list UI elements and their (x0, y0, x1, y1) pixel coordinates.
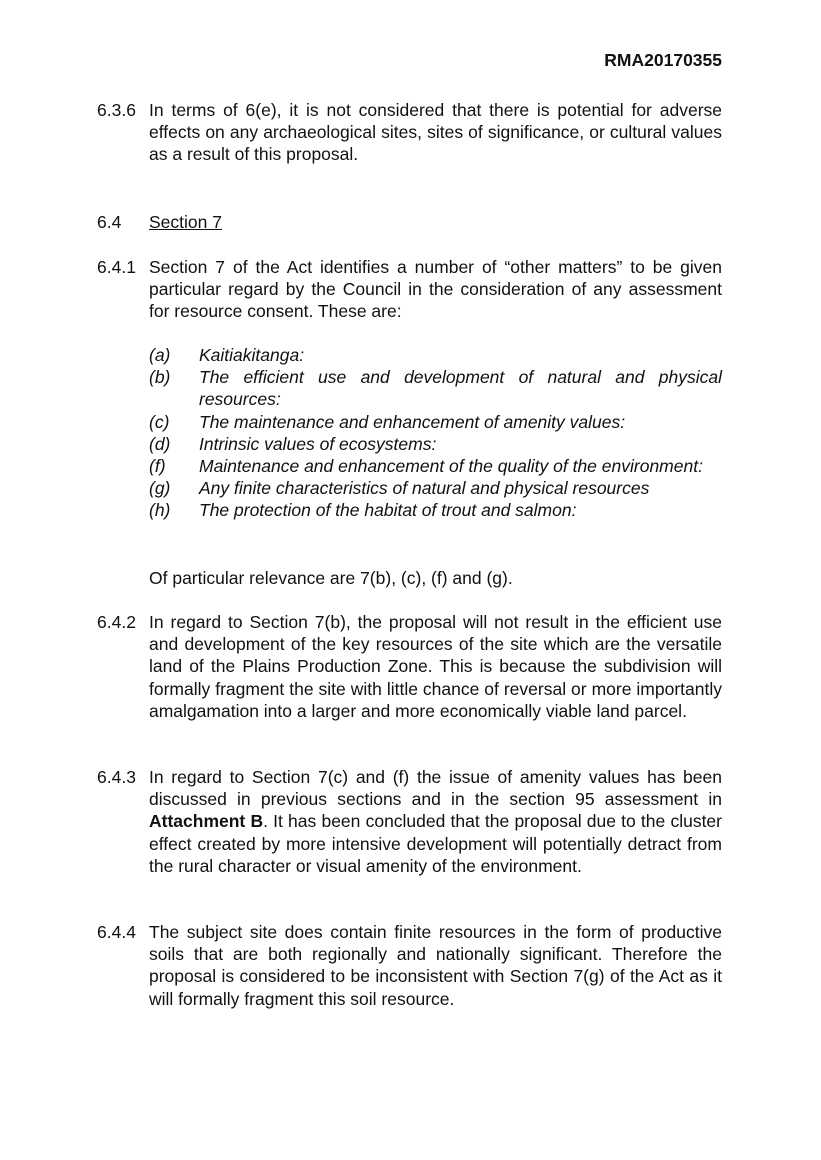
list-item (149, 455, 722, 477)
list-item-text: Any finite characteristics of natural and physical resources (199, 478, 650, 499)
paragraph-number: 6.4.3 (97, 767, 136, 787)
list-item (149, 477, 722, 499)
paragraph-text-part: In regard to Section 7(c) and (f) the issue of amenity values has been discussed in previous sections and in the section 95 assessment in (149, 767, 722, 810)
paragraph-text: In terms of 6(e), it is not considered that there is potential for adverse effects on any archaeological sites, sites of significance, or cultural values as a result of this proposal. (149, 100, 722, 165)
paragraph-text-part: . It has been concluded that the proposal due to the cluster effect created by more intensive development will potentially detract from the rural character or visual amenity of the environment. (149, 811, 722, 876)
list-marker: (c) (149, 411, 170, 432)
list-item (149, 433, 722, 455)
paragraph-number: 6.4.2 (97, 612, 136, 632)
list-marker: (f) (149, 456, 166, 477)
paragraph-text (149, 766, 722, 877)
list-item-text: The protection of the habitat of trout and salmon: (199, 500, 577, 521)
list-item-text: Kaitiakitanga: (199, 345, 305, 365)
list-item-text: The maintenance and enhancement of amenity values: (199, 411, 626, 432)
relevance-statement: Of particular relevance are 7(b), (c), (f) and (g). (149, 568, 513, 588)
paragraph-number: 6.4.1 (97, 257, 136, 277)
list-marker: (b) (149, 367, 171, 388)
list-item (149, 411, 722, 433)
document-reference: RMA20170355 (604, 50, 722, 70)
list-item-text: Intrinsic values of ecosystems: (199, 433, 437, 454)
list-marker: (h) (149, 500, 171, 521)
attachment-reference: Attachment B (149, 811, 264, 832)
section-heading-6-4 (97, 211, 222, 233)
paragraph-6-3-6 (97, 99, 722, 166)
paragraph-6-4-3 (97, 766, 722, 877)
list-marker: (a) (149, 345, 171, 365)
paragraph-text: Section 7 of the Act identifies a number of “other matters” to be given particular regard by the Council in the consideration of any assessment for resource consent. These are: (149, 257, 722, 322)
paragraph-text: The subject site does contain finite resources in the form of productive soils that are both regionally and nationally significant. Therefore the proposal is considered to be inconsistent with Section 7(g) of the Act as it will formally fragment this soil resource. (149, 922, 722, 1009)
other-matters-list (149, 344, 722, 522)
paragraph-number: 6.3.6 (97, 100, 136, 120)
paragraph-text: In regard to Section 7(b), the proposal will not result in the efficient use and development of the key resources of the site which are the versatile land of the Plains Production Zone. This is because the subdivision will formally fragment the site with little chance of reversal or more importantly amalgamation into a larger and more economically viable land parcel. (149, 612, 722, 721)
list-item (149, 499, 722, 521)
list-item (149, 344, 722, 366)
list-item-text: The efficient use and development of natural and physical resources: (199, 367, 722, 410)
section-title: Section 7 (149, 212, 222, 232)
list-marker: (d) (149, 433, 171, 454)
list-marker: (g) (149, 478, 171, 499)
paragraph-6-4-1 (97, 256, 722, 323)
paragraph-6-4-4 (97, 921, 722, 1010)
list-item (149, 366, 722, 410)
paragraph-number: 6.4.4 (97, 922, 136, 942)
section-number: 6.4 (97, 212, 122, 232)
paragraph-6-4-2 (97, 611, 722, 722)
list-item-text: Maintenance and enhancement of the quality of the environment: (199, 456, 703, 477)
